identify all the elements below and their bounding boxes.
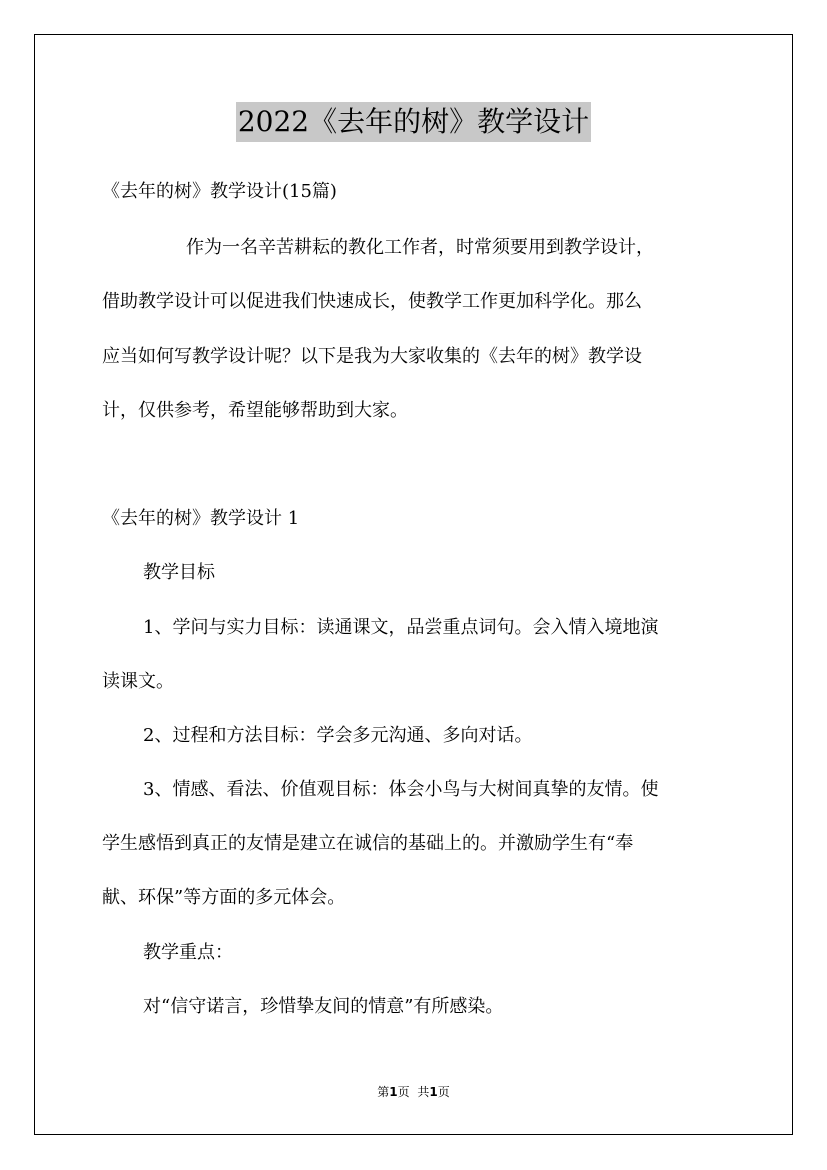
document-title: 2022《去年的树》教学设计 [236,102,591,142]
footer-total-label: 共 [417,1085,430,1099]
intro-line-3: 应当如何写教学设计呢？以下是我为大家收集的《去年的树》教学设 [102,346,642,367]
footer-page-label: 第 [377,1085,390,1099]
intro-line-1: 作为一名辛苦耕耘的教化工作者，时常须要用到教学设计， [186,237,654,258]
goal-3-line-2: 学生感悟到真正的友情是建立在诚信的基础上的。并激励学生有“奉 [102,833,634,854]
intro-line-4: 计，仅供参考，希望能够帮助到大家。 [102,400,408,421]
footer-page-unit: 页 [397,1085,410,1099]
footer-page-number: 1 [389,1085,398,1099]
goal-1-line-2: 读课文。 [102,671,174,692]
goal-2-line: 2、过程和方法目标：学会多元沟通、多向对话。 [143,725,533,746]
footer-total-number: 1 [429,1085,438,1099]
teaching-goals-label: 教学目标 [143,562,215,583]
key-points-label: 教学重点： [143,942,233,963]
key-points-line: 对“信守诺言，珍惜挚友间的情意”有所感染。 [143,996,504,1017]
document-subtitle: 《去年的树》教学设计(15篇) [102,181,337,202]
goal-1-line-1: 1、学问与实力目标：读通课文，品尝重点词句。会入情入境地演 [143,617,659,638]
goal-3-line-1: 3、情感、看法、价值观目标：体会小鸟与大树间真挚的友情。使 [143,779,659,800]
page-footer [0,1084,827,1100]
goal-3-line-3: 献、环保”等方面的多元体会。 [102,887,346,908]
title-container [0,102,827,142]
intro-line-2: 借助教学设计可以促进我们快速成长，使教学工作更加科学化。那么 [102,291,642,312]
section-heading: 《去年的树》教学设计 1 [102,508,300,529]
footer-total-unit: 页 [437,1085,450,1099]
